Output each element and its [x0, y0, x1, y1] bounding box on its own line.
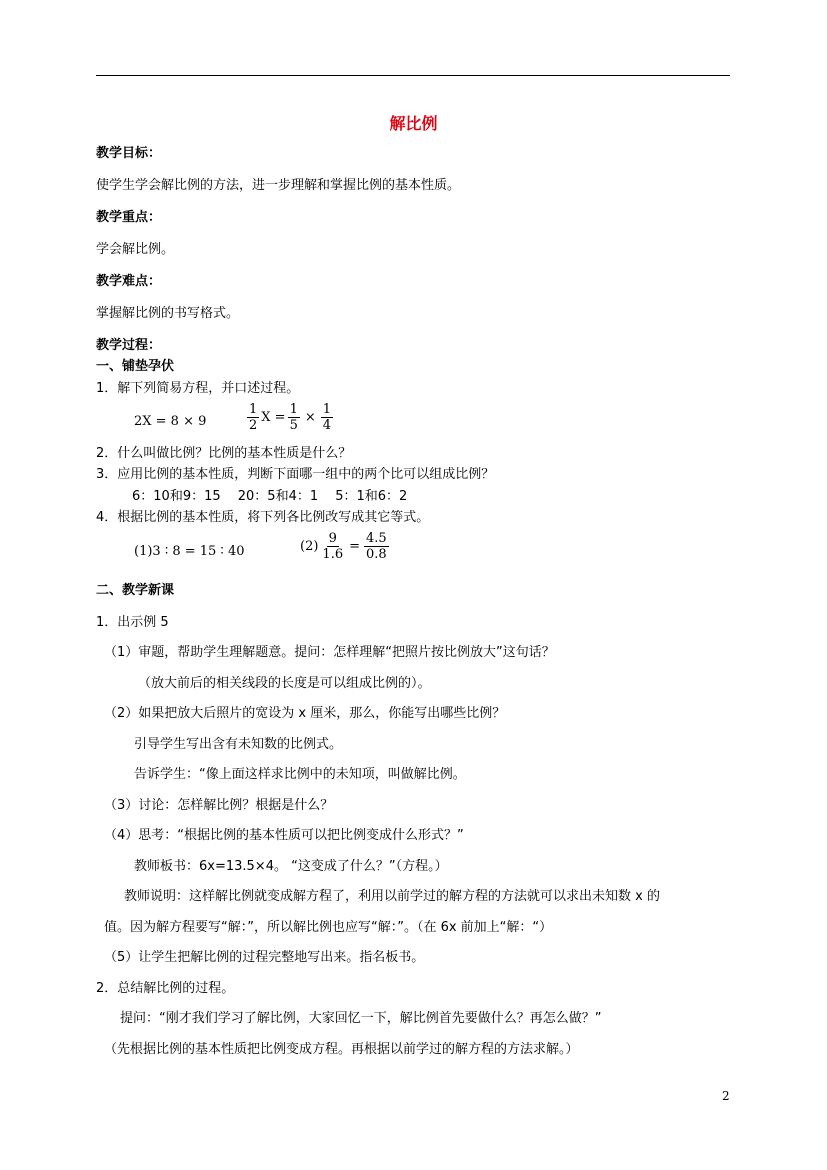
- step-1-3: （3）讨论：怎样解比例？根据是什么？: [104, 798, 334, 813]
- question-3-options: 6：10和9：15 20：5和4：1 5：1和6：2: [132, 489, 408, 504]
- equation-term: X =: [261, 410, 286, 425]
- numerator: 1: [289, 402, 298, 417]
- difficulty-text: 掌握解比例的书写格式。: [96, 306, 240, 321]
- denominator: 4: [322, 418, 332, 433]
- part1-heading: 一、铺垫孕伏: [96, 359, 175, 374]
- fraction: [288, 402, 300, 433]
- question-1: 1．解下列简易方程，并口述过程。: [96, 381, 300, 396]
- fraction: [364, 531, 389, 562]
- step-1-1-answer: （放大前后的相关线段的长度是可以组成比例的）。: [138, 676, 431, 691]
- equation-1: 2X = 8 × 9: [134, 413, 207, 429]
- question-3: 3．应用比例的基本性质，判断下面哪一组中的两个比可以组成比例？: [96, 467, 495, 482]
- numerator: 1: [249, 402, 258, 417]
- fraction: [247, 402, 259, 433]
- part2-heading: 二、教学新课: [96, 583, 175, 598]
- step-1-2-tell: 告诉学生：“像上面这样求比例中的未知项，叫做解比例。: [134, 767, 466, 782]
- header-rule: [96, 75, 730, 76]
- equation-2: [245, 402, 335, 433]
- step-1-4-board: 教师板书：6x=13.5×4。 “这变成了什么？”（方程。）: [134, 859, 448, 874]
- times-sign: ×: [304, 410, 316, 425]
- denominator: 0.8: [366, 547, 387, 562]
- question-2: 2．什么叫做比例？比例的基本性质是什么？: [96, 446, 352, 461]
- item-label: (2): [300, 539, 319, 554]
- step-1-2: （2）如果把放大后照片的宽设为 x 厘米，那么，你能写出哪些比例？: [104, 706, 506, 721]
- equals-sign: =: [349, 539, 361, 554]
- key-text: 学会解比例。: [96, 242, 175, 257]
- step-1-5: （5）让学生把解比例的过程完整地写出来。指名板书。: [104, 950, 425, 965]
- proportion-1: (1)3 ∶ 8 = 15 ∶ 40: [134, 543, 245, 559]
- page-number: 2: [722, 1089, 730, 1103]
- fraction: [321, 402, 333, 433]
- step-1-4: （4）思考：“根据比例的基本性质可以把比例变成什么形式？”: [104, 828, 464, 843]
- step-1: 1．出示例 5: [96, 615, 169, 630]
- goal-text: 使学生学会解比例的方法，进一步理解和掌握比例的基本性质。: [96, 178, 461, 193]
- difficulty-heading: 教学难点：: [96, 274, 162, 289]
- denominator: 2: [249, 418, 258, 433]
- step-1-4-explain: 教师说明：这样解比例就变成解方程了，利用以前学过的解方程的方法就可以求出未知数 x 的: [124, 889, 660, 904]
- denominator: 5: [289, 418, 298, 433]
- page-title: 解比例: [389, 114, 438, 133]
- step-2-question: 提问：“刚才我们学习了解比例，大家回忆一下，解比例首先要做什么？再怎么做？”: [120, 1011, 602, 1026]
- numerator: 4.5: [366, 531, 387, 546]
- process-heading: 教学过程：: [96, 338, 162, 353]
- step-1-2-note: 引导学生写出含有未知数的比例式。: [134, 737, 343, 752]
- key-heading: 教学重点：: [96, 210, 162, 225]
- denominator: 1.6: [322, 547, 344, 562]
- step-2: 2．总结解比例的过程。: [96, 981, 235, 996]
- goal-heading: 教学目标：: [96, 146, 162, 161]
- numerator: 9: [328, 531, 337, 546]
- step-1-4-explain-cont: 值。因为解方程要写“解：”，所以解比例也应写“解：”。（在 6x 前加上“解：“）: [104, 920, 553, 935]
- step-1-1: （1）审题，帮助学生理解题意。提问：怎样理解“把照片按比例放大”这句话？: [104, 645, 555, 660]
- fraction: [320, 531, 345, 562]
- question-4: 4．根据比例的基本性质，将下列各比例改写成其它等式。: [96, 510, 430, 525]
- step-2-answer: （先根据比例的基本性质把比例变成方程。再根据以前学过的解方程的方法求解。）: [104, 1042, 579, 1057]
- proportion-2: [300, 531, 391, 562]
- numerator: 1: [322, 402, 332, 417]
